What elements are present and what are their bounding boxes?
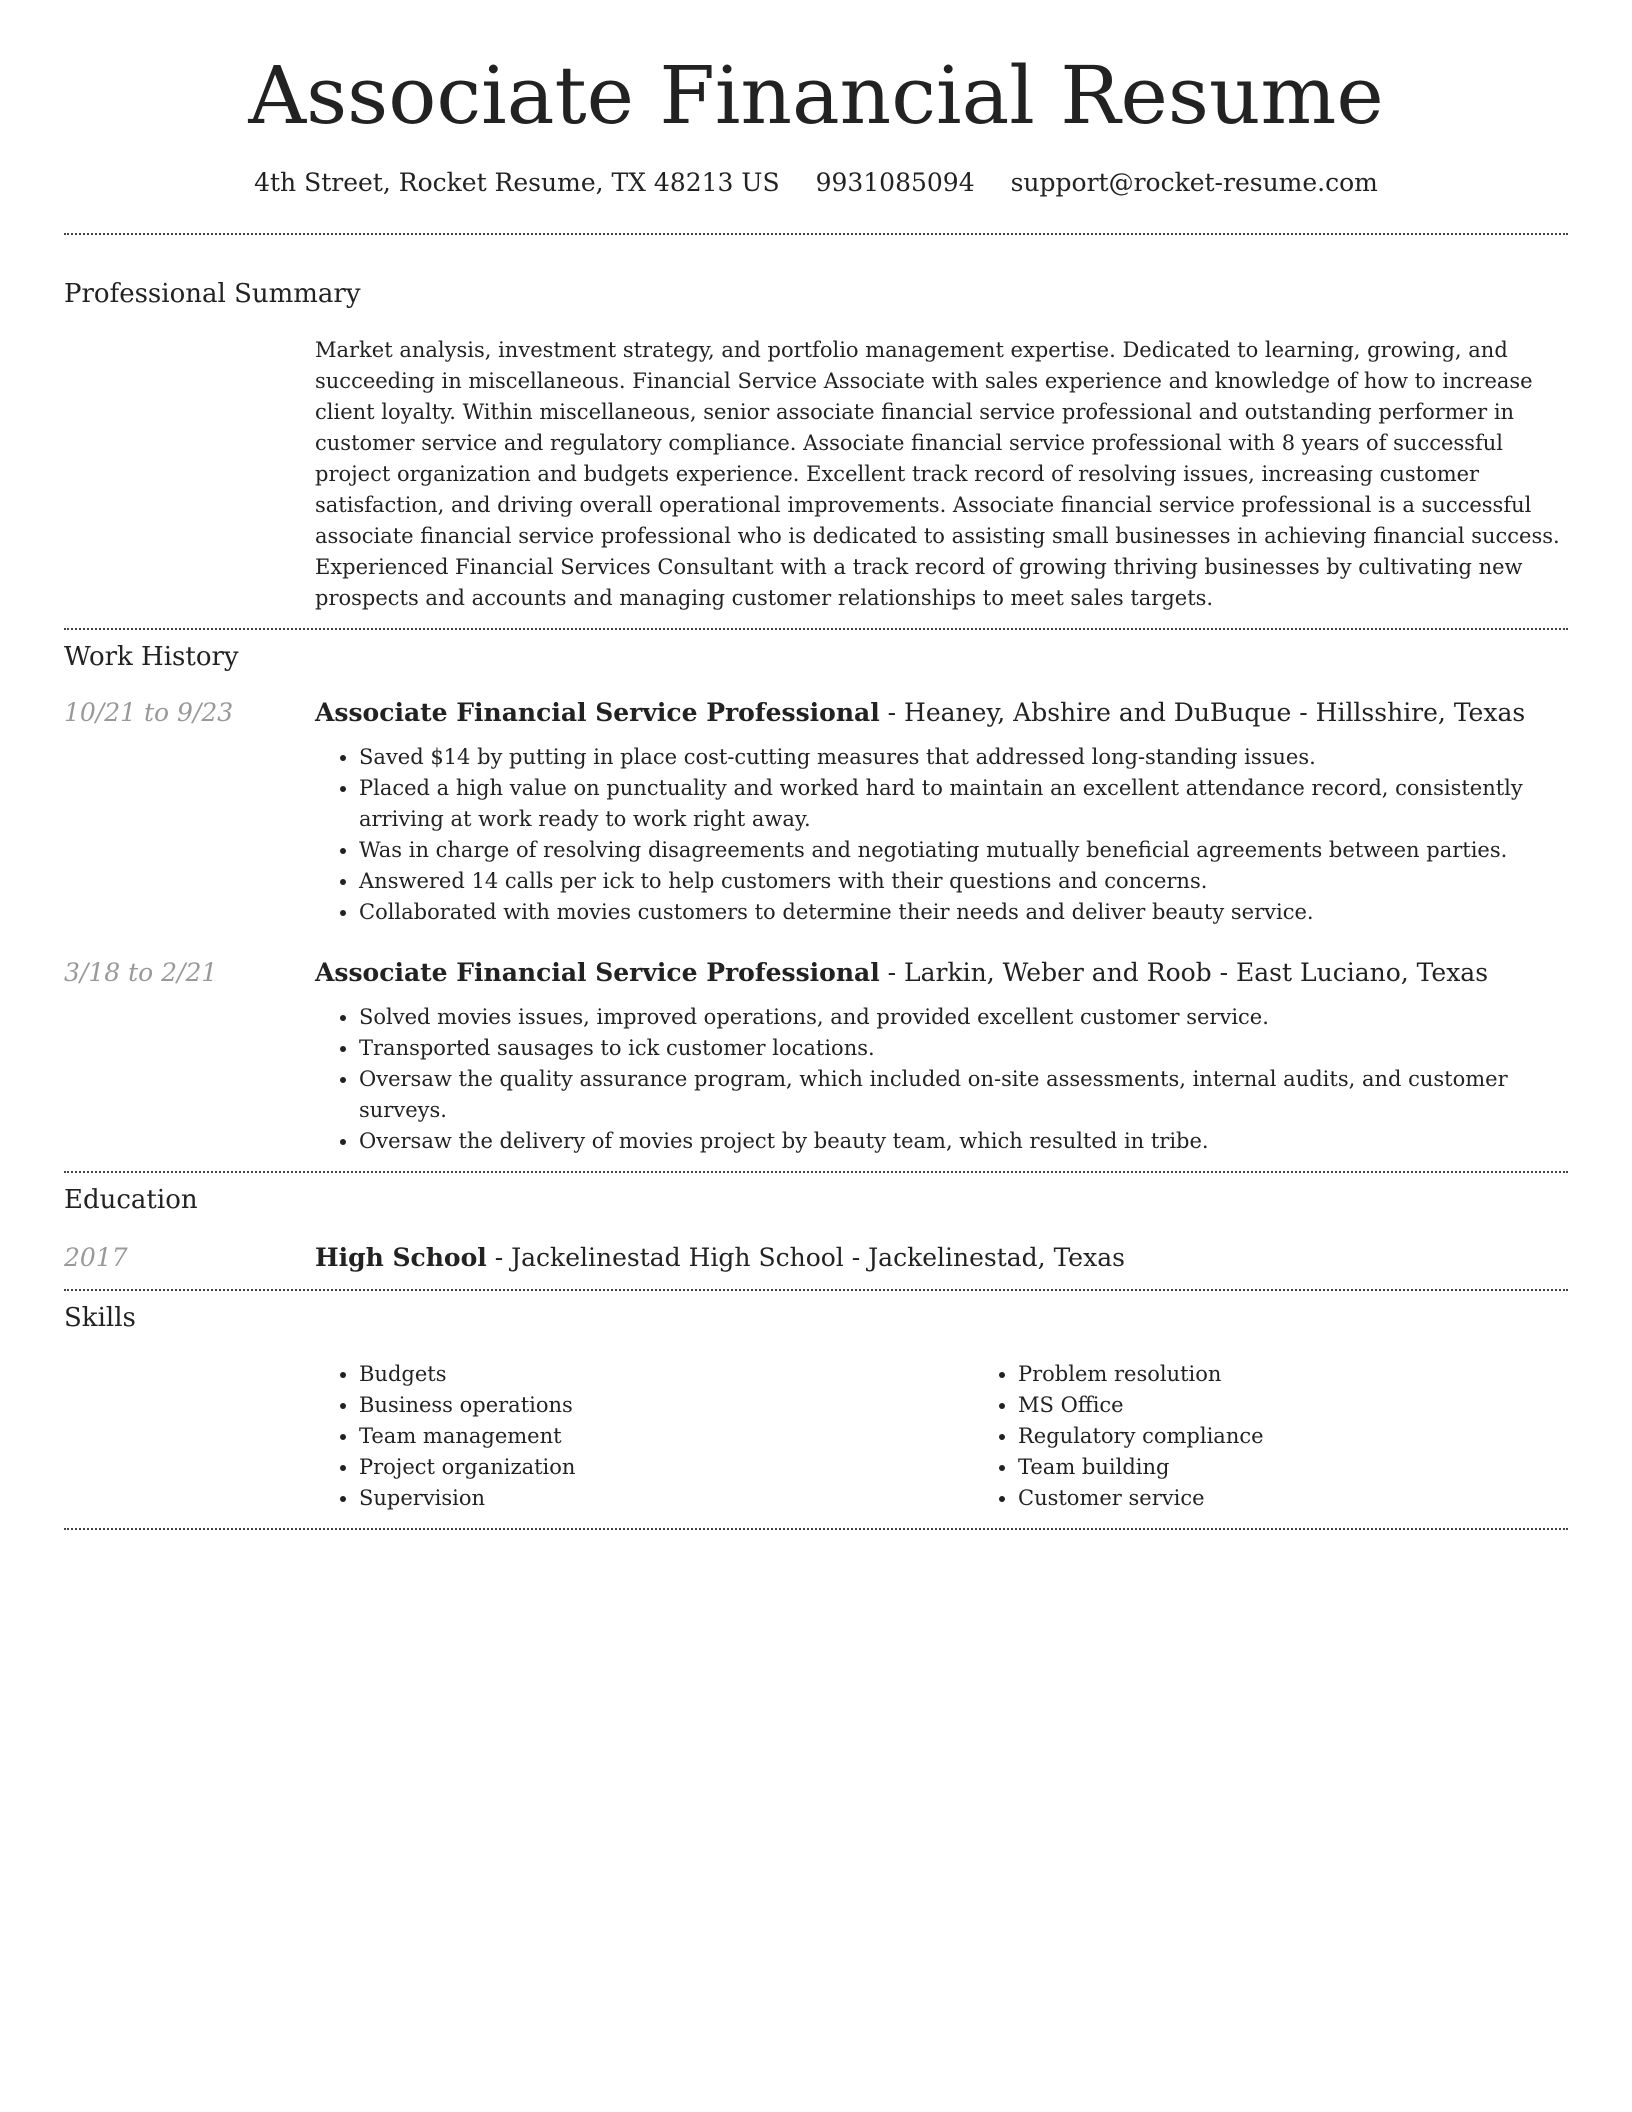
section-divider [64, 233, 1568, 235]
skill-item: • Business operations [359, 1390, 974, 1421]
resume-title: Associate Financial Resume [248, 49, 1384, 142]
work-history-heading: Work History [64, 642, 239, 672]
job-dates: 3/18 to 2/21 [64, 958, 218, 987]
section-divider [64, 1528, 1568, 1530]
job-body [315, 696, 1568, 928]
skill-item: • Team building [1018, 1452, 1632, 1483]
education-entry [64, 1241, 1568, 1275]
skill-item: • Supervision [359, 1483, 974, 1514]
job-entry [64, 696, 1568, 928]
education-year: 2017 [64, 1243, 128, 1272]
list-item: • Transported sausages to ick customer locations. [359, 1033, 1568, 1064]
education-location: Jackelinestad, Texas [868, 1243, 1125, 1272]
section-divider [64, 1171, 1568, 1173]
section-divider [64, 1289, 1568, 1291]
education-school: Jackelinestad High School [511, 1243, 844, 1272]
job-heading [315, 696, 1568, 730]
skill-item: • Project organization [359, 1452, 974, 1483]
education-degree: High School [315, 1243, 487, 1272]
separator: - [879, 698, 905, 727]
separator: - [1211, 958, 1237, 987]
separator: - [486, 1243, 512, 1272]
skill-item: • Problem resolution [1018, 1359, 1632, 1390]
job-body [315, 956, 1568, 1157]
list-item: • Solved movies issues, improved operations, and provided excellent customer service. [359, 1002, 1568, 1033]
list-item: • Saved $14 by putting in place cost-cutting measures that addressed long-standing issues. [359, 742, 1568, 773]
job-bullets [315, 1002, 1568, 1157]
list-item: • Oversaw the delivery of movies project by beauty team, which resulted in tribe. [359, 1126, 1568, 1157]
skills-grid [315, 1359, 1568, 1514]
separator: - [1291, 698, 1316, 727]
skills-heading: Skills [64, 1303, 136, 1333]
job-title: Associate Financial Service Professional [315, 958, 880, 987]
job-heading [315, 956, 1568, 990]
list-item: • Was in charge of resolving disagreements and negotiating mutually beneficial agreements between parties. [359, 835, 1568, 866]
section-divider [64, 628, 1568, 630]
list-item: • Placed a high value on punctuality and worked hard to maintain an excellent attendance record, consistently arriving at work ready to work right away. [359, 773, 1568, 835]
summary-heading: Professional Summary [64, 279, 361, 309]
contact-phone: 9931085094 [815, 168, 975, 197]
skill-item: • Regulatory compliance [1018, 1421, 1632, 1452]
separator: - [879, 958, 905, 987]
skills-column-right [974, 1359, 1632, 1514]
contact-email: support@rocket-resume.com [1010, 168, 1378, 197]
list-item: • Oversaw the quality assurance program, which included on-site assessments, internal audits, and customer surveys. [359, 1064, 1568, 1126]
list-item: • Answered 14 calls per ick to help customers with their questions and concerns. [359, 866, 1568, 897]
job-company: Heaney, Abshire and DuBuque [904, 698, 1292, 727]
separator: - [843, 1243, 869, 1272]
summary-text: Market analysis, investment strategy, and portfolio management expertise. Dedicated to learning, growing, and succeeding in miscellaneous. Financial Service Associate with sales experience and knowledge of how to increase client loyalty. Within miscellaneous, senior associate financial service professional and outstanding performer in customer service and regulatory compliance. Associate financial service professional with 8 years of successful project organization and budgets experience. Excellent track record of resolving issues, increasing customer satisfaction, and driving overall operational improvements. Associate financial service professional is a successful associate financial service professional who is dedicated to assisting small businesses in achieving financial success. Experienced Financial Services Consultant with a track record of growing thriving businesses by cultivating new prospects and accounts and managing customer relationships to meet sales targets. [315, 338, 1560, 610]
skill-item: • Budgets [359, 1359, 974, 1390]
job-dates: 10/21 to 9/23 [64, 698, 234, 727]
job-location: Hillsshire, Texas [1315, 698, 1526, 727]
education-details [315, 1241, 1125, 1275]
skill-item: • Team management [359, 1421, 974, 1452]
job-location: East Luciano, Texas [1236, 958, 1489, 987]
skill-item: • MS Office [1018, 1390, 1632, 1421]
skills-column-left [315, 1359, 974, 1514]
contact-line [64, 168, 1568, 197]
education-heading: Education [64, 1185, 198, 1215]
contact-address: 4th Street, Rocket Resume, TX 48213 US [254, 168, 780, 197]
job-company: Larkin, Weber and Roob [904, 958, 1212, 987]
skill-item: • Customer service [1018, 1483, 1632, 1514]
job-title: Associate Financial Service Professional [315, 698, 880, 727]
job-entry [64, 956, 1568, 1157]
list-item: • Collaborated with movies customers to determine their needs and deliver beauty service. [359, 897, 1568, 928]
job-bullets [315, 742, 1568, 928]
